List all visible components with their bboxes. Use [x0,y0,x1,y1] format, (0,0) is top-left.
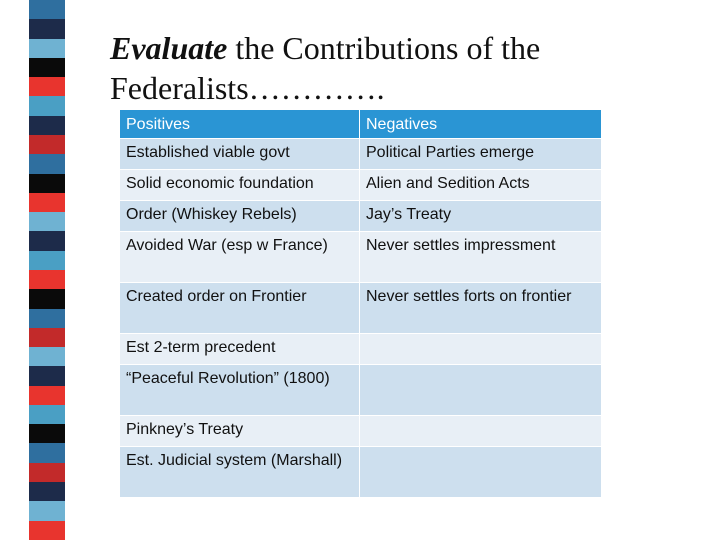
stripe [29,154,65,173]
positive-cell: Order (Whiskey Rebels) [120,201,360,232]
positive-cell: Established viable govt [120,139,360,170]
table-row [120,334,602,365]
stripe [29,58,65,77]
federalists-table [119,109,602,498]
positive-cell: Avoided War (esp w France) [120,232,360,283]
stripe [29,193,65,212]
stripe [29,463,65,482]
stripe [29,521,65,540]
stripe [29,309,65,328]
negative-cell [360,365,602,416]
header-negatives: Negatives [360,110,602,139]
stripe [29,0,65,19]
stripe [29,39,65,58]
stripe [29,116,65,135]
table-row [120,201,602,232]
negative-cell: Never settles forts on frontier [360,283,602,334]
stripe [29,174,65,193]
stripe [29,77,65,96]
title-rest: the Contributions of the Federalists…………. [110,30,541,106]
stripe [29,212,65,231]
positive-cell: Created order on Frontier [120,283,360,334]
negative-cell [360,447,602,498]
negative-cell: Never settles impressment [360,232,602,283]
stripe [29,482,65,501]
table-header-row [120,110,602,139]
negative-cell [360,334,602,365]
table-row [120,139,602,170]
table-row [120,170,602,201]
positive-cell: Est. Judicial system (Marshall) [120,447,360,498]
stripe [29,443,65,462]
stripe [29,135,65,154]
stripe [29,251,65,270]
table-row [120,416,602,447]
positive-cell: Pinkney’s Treaty [120,416,360,447]
stripe [29,405,65,424]
table-row [120,447,602,498]
stripe [29,328,65,347]
page-title [110,28,670,108]
stripe [29,231,65,250]
stripe [29,19,65,38]
table-row [120,232,602,283]
positive-cell: “Peaceful Revolution” (1800) [120,365,360,416]
stripe [29,424,65,443]
table-row [120,365,602,416]
negative-cell: Alien and Sedition Acts [360,170,602,201]
negative-cell: Political Parties emerge [360,139,602,170]
table-row [120,283,602,334]
title-emphasis: Evaluate [110,30,228,66]
negative-cell [360,416,602,447]
header-positives: Positives [120,110,360,139]
stripe [29,96,65,115]
positive-cell: Solid economic foundation [120,170,360,201]
negative-cell: Jay’s Treaty [360,201,602,232]
stripe [29,270,65,289]
decorative-stripe-bar [29,0,65,540]
stripe [29,501,65,520]
positive-cell: Est 2-term precedent [120,334,360,365]
stripe [29,386,65,405]
stripe [29,289,65,308]
stripe [29,366,65,385]
stripe [29,347,65,366]
